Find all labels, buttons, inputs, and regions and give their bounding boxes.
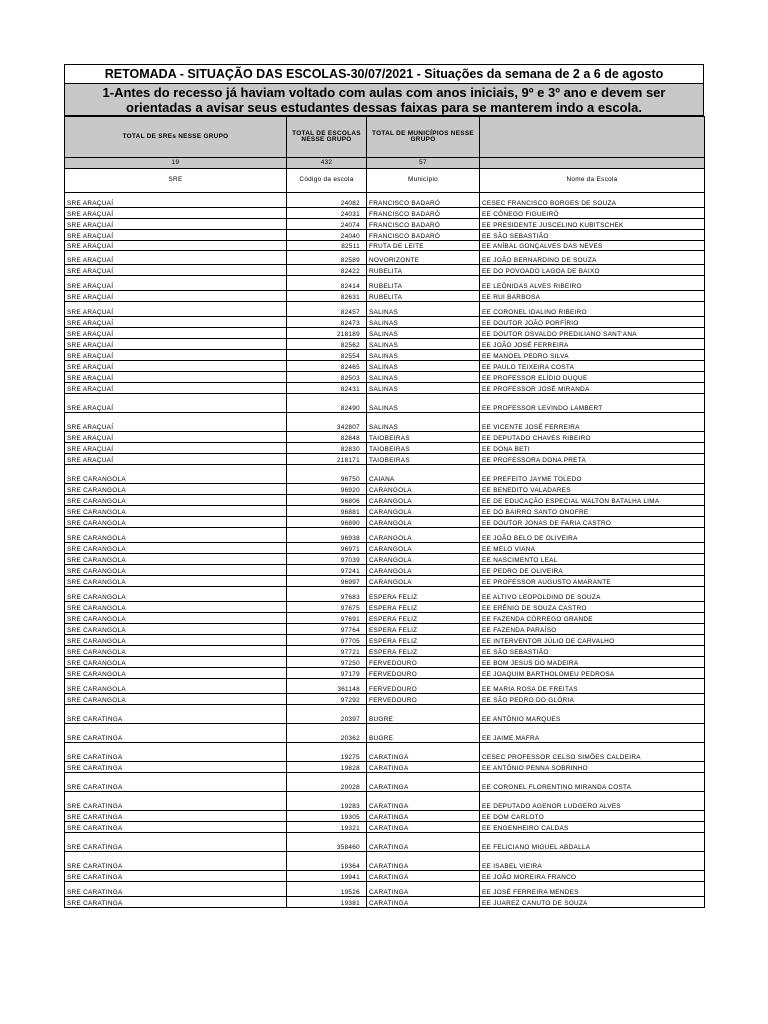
row-school-name-cell: EE ENGENHEIRO CALDAS (480, 822, 705, 833)
row-sre-cell: SRE CARANGOLA (65, 565, 287, 576)
row-school-name-cell: EE MANOEL PEDRO SILVA (480, 350, 705, 361)
row-school-name-cell: EE DONA BETI (480, 443, 705, 454)
header-total-schools: TOTAL DE ESCOLAS NESSE GRUPO (287, 117, 367, 158)
row-municipality-cell: CARATINGA (367, 833, 480, 852)
table-row (65, 576, 705, 587)
table-row (65, 219, 705, 230)
row-school-name-cell: EE DE EDUCAÇÃO ESPECIAL WALTON BATALHA LIMA (480, 495, 705, 506)
row-school-code-cell: 97764 (287, 624, 367, 635)
table-row (65, 506, 705, 517)
row-sre-cell: SRE ARAÇUAÍ (65, 383, 287, 394)
row-school-code-cell: 24031 (287, 208, 367, 219)
row-sre-cell: SRE ARAÇUAÍ (65, 230, 287, 241)
row-sre-cell: SRE CARANGOLA (65, 694, 287, 705)
row-school-code-cell: 24074 (287, 219, 367, 230)
table-row (65, 465, 705, 484)
row-school-code-cell: 82457 (287, 302, 367, 317)
row-school-code-cell: 19526 (287, 882, 367, 897)
row-sre-cell: SRE CARATINGA (65, 871, 287, 882)
row-sre-cell: SRE ARAÇUAÍ (65, 443, 287, 454)
summary-totals-row (65, 158, 705, 169)
total-empty (480, 158, 705, 169)
row-municipality-cell: CARATINGA (367, 811, 480, 822)
row-municipality-cell: CARANGOLA (367, 554, 480, 565)
row-school-code-cell: 97250 (287, 657, 367, 668)
row-municipality-cell: CARANGOLA (367, 576, 480, 587)
row-school-name-cell: EE BOM JESUS DO MADEIRA (480, 657, 705, 668)
row-school-name-cell: EE PROFESSOR LEVINDO LAMBERT (480, 394, 705, 413)
row-municipality-cell: CARATINGA (367, 871, 480, 882)
row-school-name-cell: CESEC FRANCISCO BORGES DE SOUZA (480, 193, 705, 208)
row-school-name-cell: EE CORONEL IDALINO RIBEIRO (480, 302, 705, 317)
row-sre-cell: SRE CARANGOLA (65, 484, 287, 495)
row-municipality-cell: TAIOBEIRAS (367, 443, 480, 454)
row-school-name-cell: EE LEÔNIDAS ALVES RIBEIRO (480, 276, 705, 291)
row-sre-cell: SRE ARAÇUAÍ (65, 241, 287, 251)
table-row (65, 361, 705, 372)
total-sres-value: 19 (65, 158, 287, 169)
row-school-code-cell: 82422 (287, 265, 367, 276)
row-municipality-cell: FRANCISCO BADARÓ (367, 219, 480, 230)
total-municipalities-value: 57 (367, 158, 480, 169)
row-municipality-cell: CARANGOLA (367, 565, 480, 576)
table-row (65, 443, 705, 454)
table-row (65, 528, 705, 543)
row-sre-cell: SRE CARATINGA (65, 897, 287, 908)
row-school-code-cell: 19381 (287, 897, 367, 908)
table-row (65, 350, 705, 361)
row-school-code-cell: 97683 (287, 587, 367, 602)
row-school-name-cell: EE JUAREZ CANUTO DE SOUZA (480, 897, 705, 908)
row-school-code-cell: 19305 (287, 811, 367, 822)
row-sre-cell: SRE ARAÇUAÍ (65, 193, 287, 208)
row-sre-cell: SRE CARANGOLA (65, 679, 287, 694)
row-school-name-cell: EE SÃO PEDRO DO GLÓRIA (480, 694, 705, 705)
row-school-name-cell: EE FAZENDA PARAÍSO (480, 624, 705, 635)
row-school-name-cell: EE ALTIVO LEOPOLDINO DE SOUZA (480, 587, 705, 602)
row-school-name-cell: EE SÃO SEBASTIÃO (480, 646, 705, 657)
row-school-code-cell: 20028 (287, 773, 367, 792)
row-municipality-cell: ESPERA FELIZ (367, 602, 480, 613)
row-municipality-cell: FERVEDOURO (367, 668, 480, 679)
table-row (65, 413, 705, 432)
row-school-name-cell: EE VICENTE JOSÉ FERREIRA (480, 413, 705, 432)
table-row (65, 668, 705, 679)
row-municipality-cell: SALINAS (367, 394, 480, 413)
row-municipality-cell: SALINAS (367, 383, 480, 394)
row-school-code-cell: 19321 (287, 822, 367, 833)
row-municipality-cell: RUBELITA (367, 276, 480, 291)
row-municipality-cell: SALINAS (367, 413, 480, 432)
table-row (65, 317, 705, 328)
table-row (65, 833, 705, 852)
row-school-code-cell: 96938 (287, 528, 367, 543)
row-municipality-cell: CARANGOLA (367, 528, 480, 543)
row-school-code-cell: 19275 (287, 743, 367, 762)
row-municipality-cell: FERVEDOURO (367, 679, 480, 694)
row-municipality-cell: CARATINGA (367, 897, 480, 908)
schools-table (64, 116, 705, 908)
row-sre-cell: SRE CARANGOLA (65, 554, 287, 565)
row-school-code-cell: 96750 (287, 465, 367, 484)
row-school-code-cell: 218171 (287, 454, 367, 465)
row-school-code-cell: 82511 (287, 241, 367, 251)
row-municipality-cell: TAIOBEIRAS (367, 454, 480, 465)
row-school-code-cell: 97292 (287, 694, 367, 705)
row-municipality-cell: CAIANA (367, 465, 480, 484)
column-header-school-code: Código da escola (287, 169, 367, 193)
row-municipality-cell: SALINAS (367, 350, 480, 361)
column-header-municipality: Município (367, 169, 480, 193)
table-row (65, 241, 705, 251)
row-school-name-cell: EE ERÊNIO DE SOUZA CASTRO (480, 602, 705, 613)
row-school-code-cell: 96881 (287, 506, 367, 517)
row-school-name-cell: EE DOM CARLOTO (480, 811, 705, 822)
row-school-code-cell: 82830 (287, 443, 367, 454)
row-municipality-cell: CARATINGA (367, 743, 480, 762)
row-municipality-cell: ESPERA FELIZ (367, 635, 480, 646)
row-school-code-cell: 96806 (287, 495, 367, 506)
row-sre-cell: SRE CARATINGA (65, 833, 287, 852)
row-school-code-cell: 96971 (287, 543, 367, 554)
row-school-name-cell: EE MELO VIANA (480, 543, 705, 554)
row-sre-cell: SRE CARATINGA (65, 773, 287, 792)
table-row (65, 882, 705, 897)
row-municipality-cell: RUBELITA (367, 265, 480, 276)
row-school-name-cell: EE DOUTOR OSVALDO PREDILIANO SANT'ANA (480, 328, 705, 339)
row-school-code-cell: 358460 (287, 833, 367, 852)
total-schools-value: 432 (287, 158, 367, 169)
row-school-name-cell: EE RUI BARBOSA (480, 291, 705, 302)
row-school-code-cell: 96997 (287, 576, 367, 587)
table-row (65, 328, 705, 339)
row-sre-cell: SRE ARAÇUAÍ (65, 372, 287, 383)
row-sre-cell: SRE CARANGOLA (65, 668, 287, 679)
row-sre-cell: SRE CARANGOLA (65, 624, 287, 635)
row-municipality-cell: SALINAS (367, 339, 480, 350)
table-row (65, 694, 705, 705)
row-school-name-cell: EE PEDRO DE OLIVEIRA (480, 565, 705, 576)
row-sre-cell: SRE ARAÇUAÍ (65, 350, 287, 361)
table-row (65, 587, 705, 602)
page-title: RETOMADA - SITUAÇÃO DAS ESCOLAS-30/07/2021 - Situações da semana de 2 a 6 de agosto (64, 64, 704, 84)
row-municipality-cell: FERVEDOURO (367, 694, 480, 705)
row-sre-cell: SRE CARANGOLA (65, 646, 287, 657)
row-sre-cell: SRE CARANGOLA (65, 517, 287, 528)
row-municipality-cell: CARATINGA (367, 822, 480, 833)
row-school-name-cell: EE PAULO TEIXEIRA COSTA (480, 361, 705, 372)
row-school-name-cell: EE DO POVOADO LAGOA DE BAIXO (480, 265, 705, 276)
row-sre-cell: SRE ARAÇUAÍ (65, 251, 287, 265)
row-school-name-cell: EE JOAQUIM BARTHOLOMEU PEDROSA (480, 668, 705, 679)
row-school-code-cell: 342807 (287, 413, 367, 432)
row-school-name-cell: EE DO BAIRRO SANTO ONOFRE (480, 506, 705, 517)
row-sre-cell: SRE ARAÇUAÍ (65, 361, 287, 372)
row-school-code-cell: 218189 (287, 328, 367, 339)
row-school-name-cell: EE CÔNEGO FIGUEIRÓ (480, 208, 705, 219)
row-school-name-cell: EE JOÃO BERNARDINO DE SOUZA (480, 251, 705, 265)
table-row (65, 646, 705, 657)
table-row (65, 613, 705, 624)
row-sre-cell: SRE ARAÇUAÍ (65, 317, 287, 328)
table-row (65, 635, 705, 646)
table-row (65, 822, 705, 833)
row-school-name-cell: EE DOUTOR JONAS DE FARIA CASTRO (480, 517, 705, 528)
page-subtitle (64, 84, 704, 116)
row-sre-cell: SRE CARANGOLA (65, 613, 287, 624)
row-school-name-cell: EE DOUTOR JOÃO PORFÍRIO (480, 317, 705, 328)
table-row (65, 276, 705, 291)
row-school-code-cell: 96920 (287, 484, 367, 495)
row-municipality-cell: CARATINGA (367, 882, 480, 897)
table-row (65, 762, 705, 773)
row-school-name-cell: EE CORONEL FLORENTINO MIRANDA COSTA (480, 773, 705, 792)
row-municipality-cell: CARANGOLA (367, 484, 480, 495)
row-school-name-cell: EE NASCIMENTO LEAL (480, 554, 705, 565)
table-row (65, 484, 705, 495)
row-municipality-cell: FERVEDOURO (367, 657, 480, 668)
row-school-name-cell: EE JOÃO MOREIRA FRANCO (480, 871, 705, 882)
row-school-code-cell: 82473 (287, 317, 367, 328)
row-school-name-cell: EE ANTÔNIO PENNA SOBRINHO (480, 762, 705, 773)
row-school-code-cell: 82554 (287, 350, 367, 361)
row-municipality-cell: CARATINGA (367, 792, 480, 811)
row-school-code-cell: 20362 (287, 724, 367, 743)
row-school-name-cell: EE PROFESSOR JOSÉ MIRANDA (480, 383, 705, 394)
table-row (65, 454, 705, 465)
row-school-code-cell: 97705 (287, 635, 367, 646)
row-municipality-cell: BUGRE (367, 705, 480, 724)
table-row (65, 773, 705, 792)
row-school-code-cell: 97179 (287, 668, 367, 679)
table-row (65, 792, 705, 811)
table-row (65, 302, 705, 317)
table-row (65, 394, 705, 413)
row-sre-cell: SRE ARAÇUAÍ (65, 276, 287, 291)
row-municipality-cell: FRANCISCO BADARÓ (367, 208, 480, 219)
row-school-code-cell: 82631 (287, 291, 367, 302)
row-school-name-cell: EE DEPUTADO AGENOR LUDGERO ALVES (480, 792, 705, 811)
row-school-code-cell: 19941 (287, 871, 367, 882)
row-school-code-cell: 24040 (287, 230, 367, 241)
row-sre-cell: SRE ARAÇUAÍ (65, 265, 287, 276)
table-row (65, 432, 705, 443)
row-sre-cell: SRE CARATINGA (65, 724, 287, 743)
row-school-code-cell: 20397 (287, 705, 367, 724)
subtitle-line-1: 1-Antes do recesso já haviam voltado com aulas com anos iniciais, 9º e 3º ano e devem ser (102, 85, 666, 100)
row-school-name-cell: EE PRESIDENTE JUSCELINO KUBITSCHEK (480, 219, 705, 230)
column-header-row (65, 169, 705, 193)
table-row (65, 705, 705, 724)
row-school-code-cell: 97721 (287, 646, 367, 657)
row-municipality-cell: SALINAS (367, 328, 480, 339)
row-school-name-cell: EE ISABEL VIEIRA (480, 852, 705, 871)
table-row (65, 251, 705, 265)
row-sre-cell: SRE CARATINGA (65, 811, 287, 822)
header-total-sres: TOTAL DE SREs NESSE GRUPO (65, 117, 287, 158)
table-row (65, 383, 705, 394)
row-sre-cell: SRE CARANGOLA (65, 602, 287, 613)
row-municipality-cell: FRUTA DE LEITE (367, 241, 480, 251)
table-row (65, 602, 705, 613)
row-sre-cell: SRE ARAÇUAÍ (65, 339, 287, 350)
row-school-code-cell: 19283 (287, 792, 367, 811)
header-total-municipalities: TOTAL DE MUNICÍPIOS NESSE GRUPO (367, 117, 480, 158)
table-row (65, 743, 705, 762)
row-municipality-cell: ESPERA FELIZ (367, 587, 480, 602)
row-municipality-cell: CARANGOLA (367, 517, 480, 528)
table-row (65, 372, 705, 383)
row-sre-cell: SRE CARANGOLA (65, 587, 287, 602)
row-municipality-cell: ESPERA FELIZ (367, 613, 480, 624)
row-sre-cell: SRE CARATINGA (65, 743, 287, 762)
row-school-name-cell: EE JOSÉ FERREIRA MENDES (480, 882, 705, 897)
row-school-code-cell: 96890 (287, 517, 367, 528)
row-school-code-cell: 82848 (287, 432, 367, 443)
table-row (65, 543, 705, 554)
row-sre-cell: SRE ARAÇUAÍ (65, 302, 287, 317)
row-school-name-cell: EE FAZENDA CÓRREGO GRANDE (480, 613, 705, 624)
table-row (65, 193, 705, 208)
row-sre-cell: SRE CARATINGA (65, 705, 287, 724)
column-header-sre: SRE (65, 169, 287, 193)
table-row (65, 495, 705, 506)
row-municipality-cell: CARANGOLA (367, 543, 480, 554)
column-header-school-name: Nome da Escola (480, 169, 705, 193)
table-row (65, 811, 705, 822)
row-sre-cell: SRE CARANGOLA (65, 506, 287, 517)
table-row (65, 565, 705, 576)
row-municipality-cell: SALINAS (367, 361, 480, 372)
row-municipality-cell: SALINAS (367, 317, 480, 328)
row-municipality-cell: SALINAS (367, 372, 480, 383)
row-school-name-cell: EE INTERVENTOR JÚLIO DE CARVALHO (480, 635, 705, 646)
row-sre-cell: SRE ARAÇUAÍ (65, 454, 287, 465)
row-municipality-cell: ESPERA FELIZ (367, 624, 480, 635)
row-municipality-cell: CARANGOLA (367, 495, 480, 506)
row-school-code-cell: 82431 (287, 383, 367, 394)
table-row (65, 230, 705, 241)
row-sre-cell: SRE ARAÇUAÍ (65, 394, 287, 413)
row-municipality-cell: CARATINGA (367, 773, 480, 792)
row-school-code-cell: 97691 (287, 613, 367, 624)
row-sre-cell: SRE ARAÇUAÍ (65, 432, 287, 443)
row-municipality-cell: FRANCISCO BADARÓ (367, 230, 480, 241)
table-row (65, 624, 705, 635)
row-sre-cell: SRE CARATINGA (65, 852, 287, 871)
row-sre-cell: SRE CARANGOLA (65, 576, 287, 587)
row-school-code-cell: 361148 (287, 679, 367, 694)
row-school-name-cell: EE PROFESSORA DONA PRETA (480, 454, 705, 465)
row-school-name-cell: EE PROFESSOR ELÍDIO DUQUE (480, 372, 705, 383)
row-sre-cell: SRE ARAÇUAÍ (65, 328, 287, 339)
row-school-name-cell: EE DEPUTADO CHAVES RIBEIRO (480, 432, 705, 443)
row-municipality-cell: NOVORIZONTE (367, 251, 480, 265)
row-sre-cell: SRE CARATINGA (65, 882, 287, 897)
subtitle-line-2: orientadas a avisar seus estudantes dessas faixas para se manterem indo a escola. (126, 100, 642, 115)
table-row (65, 897, 705, 908)
table-row (65, 517, 705, 528)
row-sre-cell: SRE CARATINGA (65, 762, 287, 773)
row-school-code-cell: 82414 (287, 276, 367, 291)
row-school-name-cell: EE ANÍBAL GONÇALVES DAS NEVES (480, 241, 705, 251)
row-municipality-cell: CARATINGA (367, 762, 480, 773)
row-sre-cell: SRE CARANGOLA (65, 657, 287, 668)
row-school-name-cell: EE SÃO SEBASTIÃO (480, 230, 705, 241)
row-school-name-cell: EE JAIME MAFRA (480, 724, 705, 743)
row-sre-cell: SRE CARANGOLA (65, 495, 287, 506)
row-sre-cell: SRE CARATINGA (65, 822, 287, 833)
table-row (65, 724, 705, 743)
row-municipality-cell: CARATINGA (367, 852, 480, 871)
summary-header-row (65, 117, 705, 158)
row-sre-cell: SRE ARAÇUAÍ (65, 291, 287, 302)
row-municipality-cell: BUGRE (367, 724, 480, 743)
row-school-code-cell: 19828 (287, 762, 367, 773)
row-school-name-cell: EE ANTÔNIO MARQUES (480, 705, 705, 724)
table-row (65, 679, 705, 694)
row-sre-cell: SRE CARANGOLA (65, 528, 287, 543)
row-school-code-cell: 97039 (287, 554, 367, 565)
row-sre-cell: SRE ARAÇUAÍ (65, 219, 287, 230)
row-municipality-cell: SALINAS (367, 302, 480, 317)
row-school-code-cell: 97241 (287, 565, 367, 576)
table-row (65, 208, 705, 219)
row-sre-cell: SRE CARANGOLA (65, 465, 287, 484)
row-school-code-cell: 82589 (287, 251, 367, 265)
row-school-name-cell: EE PROFESSOR AUGUSTO AMARANTE (480, 576, 705, 587)
row-school-code-cell: 24082 (287, 193, 367, 208)
row-municipality-cell: FRANCISCO BADARÓ (367, 193, 480, 208)
table-row (65, 291, 705, 302)
row-municipality-cell: TAIOBEIRAS (367, 432, 480, 443)
row-school-code-cell: 97675 (287, 602, 367, 613)
row-school-code-cell: 82490 (287, 394, 367, 413)
header-empty (480, 117, 705, 158)
row-municipality-cell: RUBELITA (367, 291, 480, 302)
table-row (65, 265, 705, 276)
row-sre-cell: SRE ARAÇUAÍ (65, 208, 287, 219)
row-school-name-cell: EE JOÃO BELO DE OLIVEIRA (480, 528, 705, 543)
row-sre-cell: SRE CARANGOLA (65, 543, 287, 554)
row-school-name-cell: EE BENEDITO VALADARES (480, 484, 705, 495)
row-school-code-cell: 82465 (287, 361, 367, 372)
row-school-name-cell: CESEC PROFESSOR CELSO SIMÕES CALDEIRA (480, 743, 705, 762)
row-municipality-cell: ESPERA FELIZ (367, 646, 480, 657)
table-row (65, 871, 705, 882)
row-sre-cell: SRE CARANGOLA (65, 635, 287, 646)
row-sre-cell: SRE CARATINGA (65, 792, 287, 811)
document (64, 64, 704, 908)
table-row (65, 852, 705, 871)
row-school-name-cell: EE JOÃO JOSÉ FERREIRA (480, 339, 705, 350)
row-municipality-cell: CARANGOLA (367, 506, 480, 517)
row-school-code-cell: 82503 (287, 372, 367, 383)
table-row (65, 554, 705, 565)
row-school-name-cell: EE MARIA ROSA DE FREITAS (480, 679, 705, 694)
row-school-code-cell: 19364 (287, 852, 367, 871)
row-sre-cell: SRE ARAÇUAÍ (65, 413, 287, 432)
row-school-name-cell: EE PREFEITO JAYME TOLEDO (480, 465, 705, 484)
row-school-code-cell: 82562 (287, 339, 367, 350)
table-row (65, 339, 705, 350)
row-school-name-cell: EE FELICIANO MIGUEL ABDALLA (480, 833, 705, 852)
table-row (65, 657, 705, 668)
